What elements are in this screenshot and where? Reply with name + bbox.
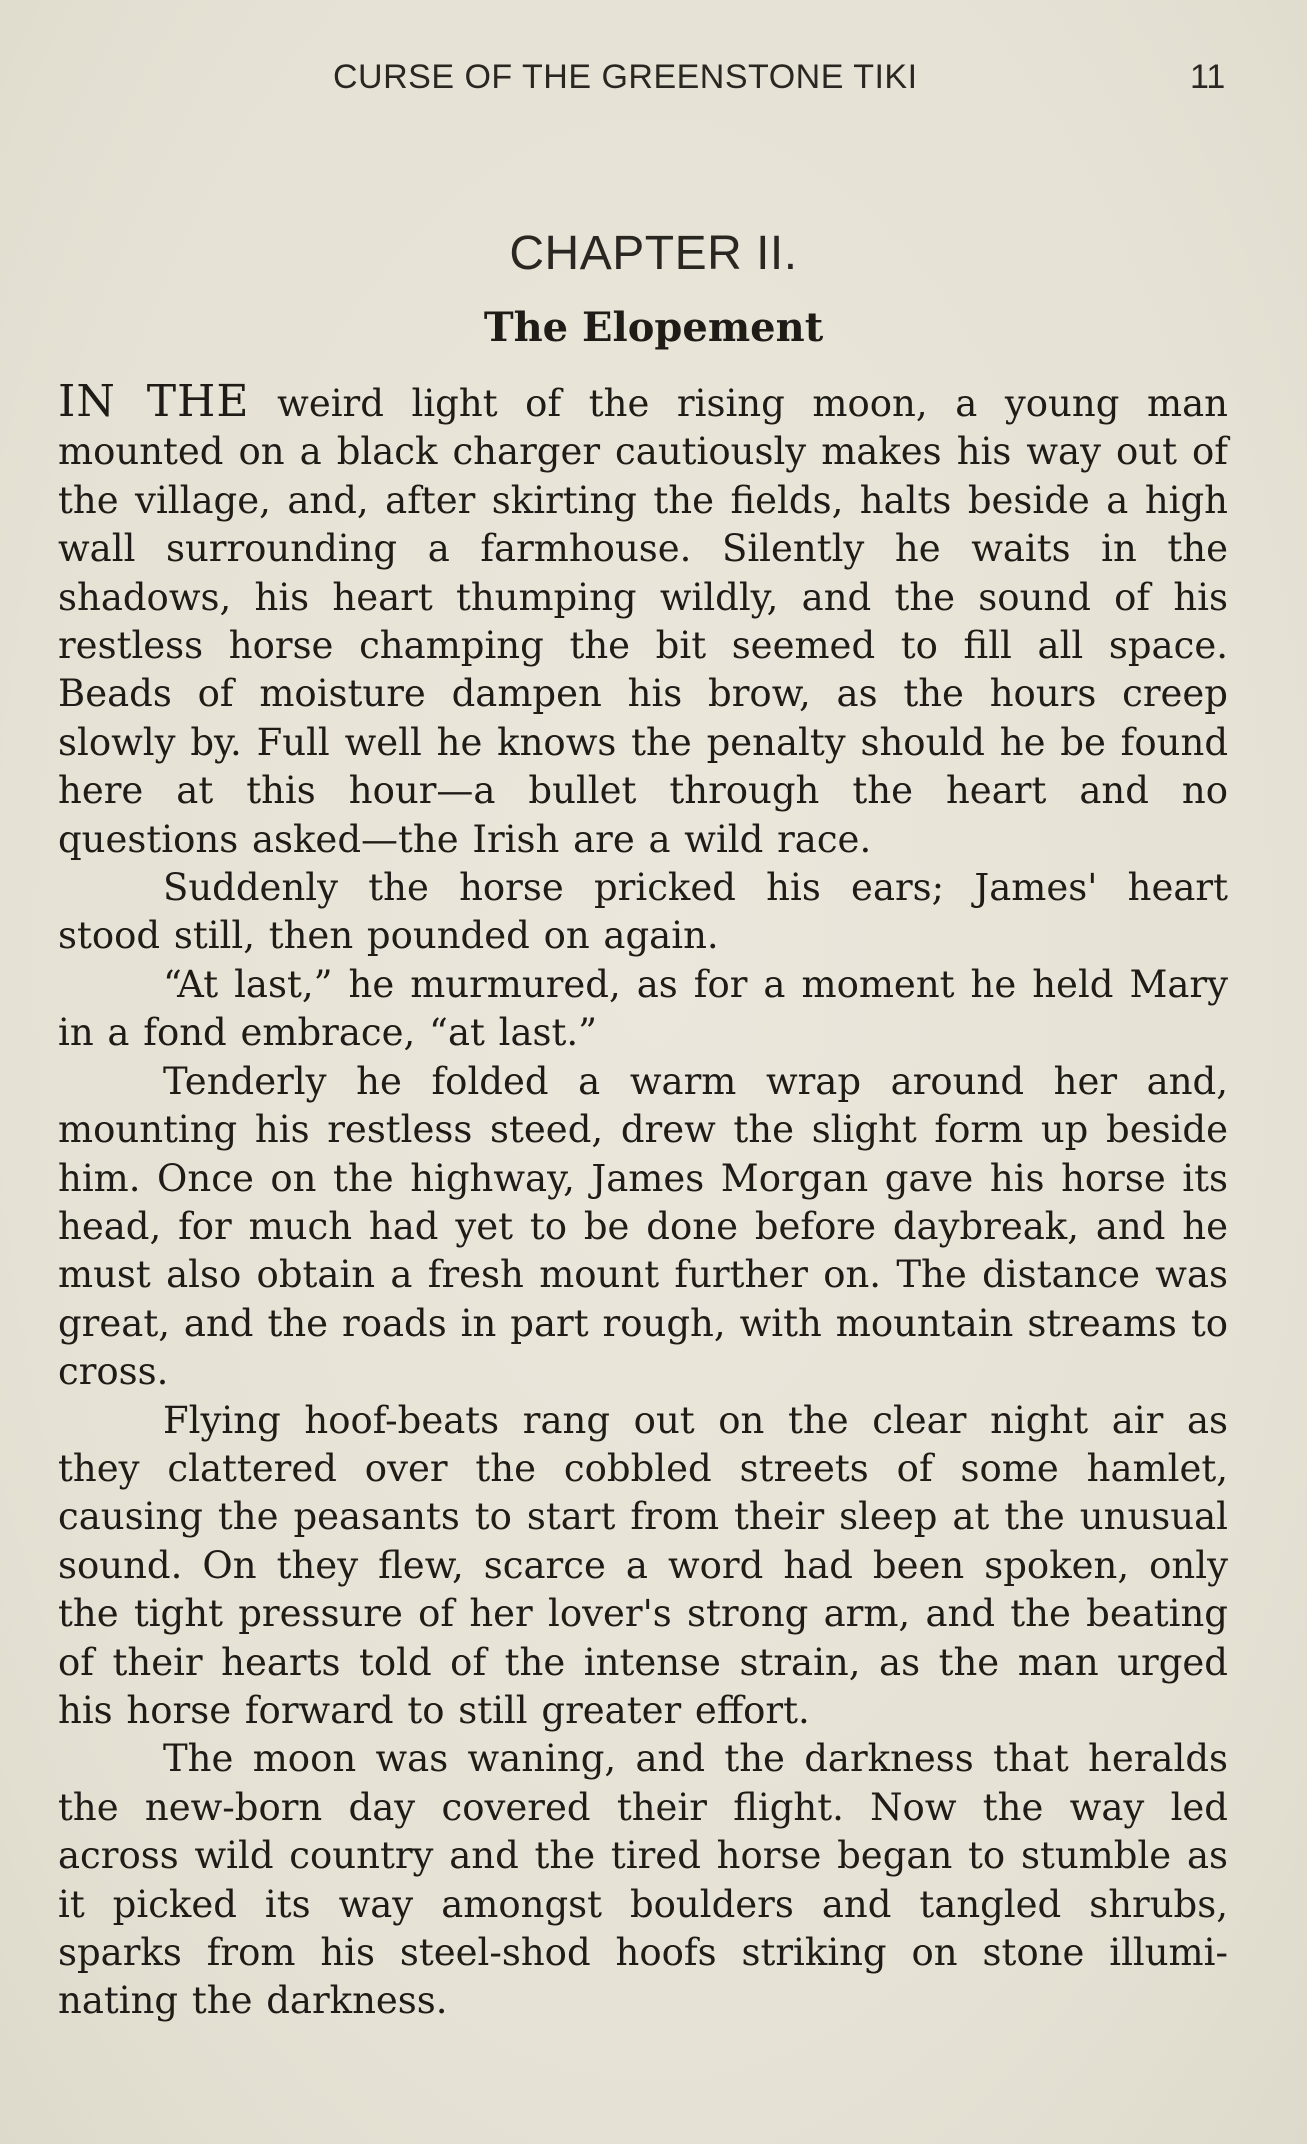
paragraph: Tenderly he folded a warm wrap around her and, mounting his restless steed, drew the slight form up beside him. Once on the highway, James Morgan gave his horse its head, for much had yet to be done before daybreak, and he must also obtain a fresh mount further on. The distance was great, and the roads in part rough, with mountain streams to cross.: [58, 1059, 1228, 1394]
paragraph: “At last,” he murmured, as for a moment he held Mary in a fond embrace, “at last.”: [58, 962, 1228, 1055]
paragraph: Flying hoof-beats rang out on the clear night air as they clattered over the cobbled streets of some hamlet, causing the peasants to start from their sleep at the unusual sound. On they flew, scarce a word had been spoken, only the tight pressure of her lover's strong arm, and the beating of their hearts told of the intense strain, as the man urged his horse forward to still greater effort.: [58, 1398, 1228, 1732]
chapter-heading: CHAPTER II.: [509, 227, 798, 280]
body-text: [58, 378, 1228, 2026]
paragraph: Suddenly the horse pricked his ears; James' heart stood still, then pounded on again.: [58, 866, 1228, 958]
page-number: 11: [1190, 58, 1226, 96]
paragraph-text: weird light of the rising moon, a young man mounted on a black charger cautiously makes his way out of the village, and, after skirting the fields, halts beside a high wall surrounding a farmhouse. Silently he waits in the shadows, his heart thumping wildly, and the sound of his restless horse champing the bit seemed to fill all space. Beads of moisture dampen his brow, as the hours creep slowly by. Full well he knows the penalty should he be found here at this hour—a bullet through the heart and no questions asked—the Irish are a wild race.: [58, 382, 1228, 861]
paragraph: The moon was waning, and the darkness that heralds the new-born day covered their flight. Now the way led across wild country and the tired horse began to stumble as it picked its way amongst boulders and tangled shrubs, sparks from his steel-shod hoofs striking on stone illuminating the darkness.: [58, 1737, 1228, 2023]
running-head-title: CURSE OF THE GREENSTONE TIKI: [333, 58, 918, 96]
paragraph: [58, 378, 1228, 864]
paragraph-lead-in: IN THE: [58, 376, 250, 427]
chapter-title: The Elopement: [483, 304, 824, 351]
